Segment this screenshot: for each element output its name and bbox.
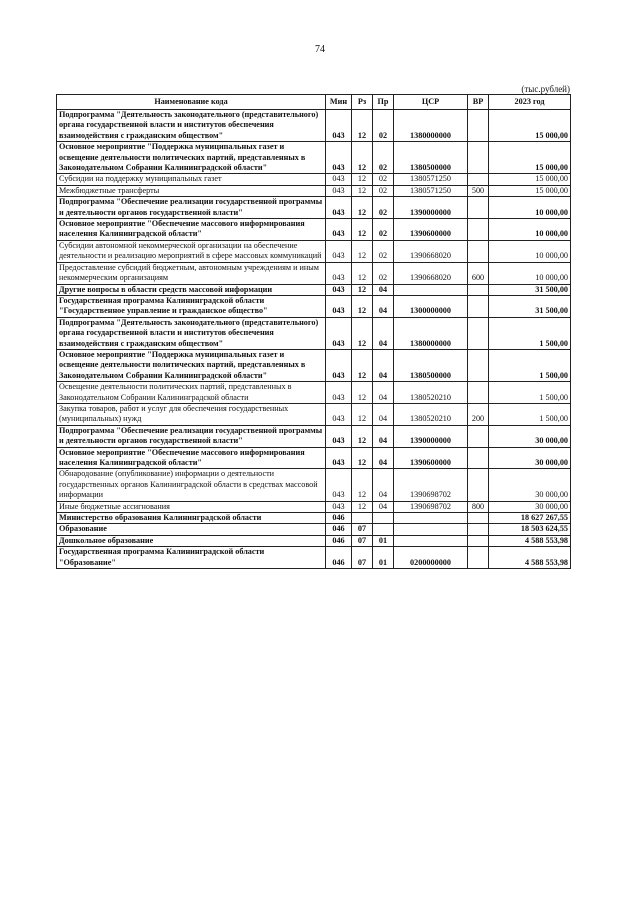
table-row [57, 469, 571, 501]
row-csr: 1380000000 [394, 317, 468, 349]
row-vr [468, 382, 489, 404]
row-vr [468, 547, 489, 569]
row-amount: 15 000,00 [489, 185, 571, 196]
row-pr [373, 524, 394, 535]
table-row [57, 547, 571, 569]
row-pr: 02 [373, 240, 394, 262]
page-number: 74 [315, 44, 325, 55]
row-csr: 1390000000 [394, 425, 468, 447]
row-min: 043 [326, 447, 352, 469]
row-name: Другие вопросы в области средств массовой информации [57, 284, 326, 295]
row-amount: 10 000,00 [489, 262, 571, 284]
table-row [57, 349, 571, 381]
row-csr: 1380000000 [394, 110, 468, 142]
table-row [57, 142, 571, 174]
row-min: 043 [326, 262, 352, 284]
row-pr: 04 [373, 425, 394, 447]
table-row [57, 382, 571, 404]
row-min: 046 [326, 535, 352, 546]
row-name: Государственная программа Калининградской области "Образование" [57, 547, 326, 569]
row-name: Подпрограмма "Обеспечение реализации государственной программы и деятельности органов государственной власти" [57, 425, 326, 447]
row-pr: 04 [373, 349, 394, 381]
row-rz: 07 [352, 547, 373, 569]
row-amount: 31 500,00 [489, 284, 571, 295]
row-pr: 04 [373, 284, 394, 295]
row-pr: 04 [373, 295, 394, 317]
table-row [57, 185, 571, 196]
row-name: Предоставление субсидий бюджетным, автономным учреждениям и иным некоммерческим организациям [57, 262, 326, 284]
row-amount: 30 000,00 [489, 469, 571, 501]
row-amount: 18 503 624,55 [489, 524, 571, 535]
row-vr [468, 295, 489, 317]
table-row [57, 501, 571, 512]
row-pr: 02 [373, 197, 394, 219]
row-rz: 12 [352, 262, 373, 284]
row-min: 043 [326, 284, 352, 295]
row-csr: 1380500000 [394, 349, 468, 381]
table-row [57, 317, 571, 349]
row-csr: 1380520210 [394, 403, 468, 425]
row-rz: 12 [352, 284, 373, 295]
row-pr: 04 [373, 469, 394, 501]
row-amount: 1 500,00 [489, 403, 571, 425]
table-row [57, 262, 571, 284]
table-body [57, 110, 571, 569]
row-min: 043 [326, 469, 352, 501]
row-vr [468, 110, 489, 142]
row-rz: 07 [352, 524, 373, 535]
row-amount: 10 000,00 [489, 197, 571, 219]
row-pr: 04 [373, 447, 394, 469]
row-name: Подпрограмма "Обеспечение реализации государственной программы и деятельности органов государственной власти" [57, 197, 326, 219]
row-pr: 02 [373, 174, 394, 185]
row-rz: 12 [352, 197, 373, 219]
row-name: Образование [57, 524, 326, 535]
row-csr: 1390698702 [394, 501, 468, 512]
row-pr: 01 [373, 535, 394, 546]
row-name: Дошкольное образование [57, 535, 326, 546]
row-pr: 04 [373, 501, 394, 512]
row-min: 043 [326, 240, 352, 262]
row-rz: 12 [352, 447, 373, 469]
row-name: Межбюджетные трансферты [57, 185, 326, 196]
row-name: Основное мероприятие "Поддержка муниципальных газет и освещение деятельности политических партий, представленных в Законодательном Собрании Калининградской области" [57, 142, 326, 174]
row-vr [468, 524, 489, 535]
row-rz: 12 [352, 219, 373, 241]
table-header-row [57, 95, 571, 110]
row-amount: 4 588 553,98 [489, 547, 571, 569]
row-amount: 15 000,00 [489, 174, 571, 185]
row-rz: 12 [352, 185, 373, 196]
table-row [57, 425, 571, 447]
row-name: Субсидии на поддержку муниципальных газет [57, 174, 326, 185]
row-amount: 15 000,00 [489, 110, 571, 142]
row-min: 043 [326, 110, 352, 142]
row-amount: 18 627 267,55 [489, 513, 571, 524]
row-vr: 200 [468, 403, 489, 425]
table-row [57, 535, 571, 546]
row-vr [468, 447, 489, 469]
row-amount: 10 000,00 [489, 240, 571, 262]
table-row [57, 110, 571, 142]
row-csr: 1390600000 [394, 447, 468, 469]
row-csr: 1380520210 [394, 382, 468, 404]
row-vr [468, 219, 489, 241]
row-csr [394, 284, 468, 295]
row-pr: 02 [373, 262, 394, 284]
row-rz [352, 513, 373, 524]
row-name: Иные бюджетные ассигнования [57, 501, 326, 512]
row-rz: 12 [352, 317, 373, 349]
header-vr: ВР [468, 95, 489, 110]
row-amount: 31 500,00 [489, 295, 571, 317]
row-amount: 1 500,00 [489, 382, 571, 404]
row-vr: 500 [468, 185, 489, 196]
row-amount: 15 000,00 [489, 142, 571, 174]
row-vr [468, 197, 489, 219]
row-pr: 01 [373, 547, 394, 569]
row-csr: 1390600000 [394, 219, 468, 241]
row-csr: 1380500000 [394, 142, 468, 174]
row-min: 043 [326, 219, 352, 241]
row-name: Закупка товаров, работ и услуг для обеспечения государственных (муниципальных) нужд [57, 403, 326, 425]
row-amount: 30 000,00 [489, 425, 571, 447]
row-amount: 10 000,00 [489, 219, 571, 241]
row-min: 043 [326, 174, 352, 185]
row-rz: 12 [352, 349, 373, 381]
row-name: Освещение деятельности политических партий, представленных в Законодательном Собрании Калининградской области [57, 382, 326, 404]
row-pr [373, 513, 394, 524]
table-row [57, 447, 571, 469]
row-min: 046 [326, 524, 352, 535]
row-min: 043 [326, 403, 352, 425]
table-row [57, 295, 571, 317]
row-amount: 1 500,00 [489, 349, 571, 381]
row-csr: 1390698702 [394, 469, 468, 501]
row-csr: 1390668020 [394, 262, 468, 284]
row-min: 043 [326, 501, 352, 512]
row-pr: 04 [373, 382, 394, 404]
row-name: Подпрограмма "Деятельность законодательного (представительного) органа государственной власти и институтов обеспечения взаимодействия с гражданским обществом" [57, 110, 326, 142]
row-pr: 04 [373, 403, 394, 425]
row-name: Министерство образования Калининградской области [57, 513, 326, 524]
row-amount: 1 500,00 [489, 317, 571, 349]
header-csr: ЦСР [394, 95, 468, 110]
row-csr: 0200000000 [394, 547, 468, 569]
row-csr: 1390668020 [394, 240, 468, 262]
row-min: 046 [326, 513, 352, 524]
table-row [57, 524, 571, 535]
table-row [57, 174, 571, 185]
row-min: 043 [326, 185, 352, 196]
row-min: 043 [326, 425, 352, 447]
row-vr [468, 349, 489, 381]
table-row [57, 513, 571, 524]
row-csr: 1390000000 [394, 197, 468, 219]
row-name: Основное мероприятие "Обеспечение массового информирования населения Калининградской области" [57, 219, 326, 241]
row-vr [468, 142, 489, 174]
row-min: 043 [326, 382, 352, 404]
row-rz: 12 [352, 110, 373, 142]
row-csr: 1380571250 [394, 174, 468, 185]
budget-table [56, 94, 571, 569]
row-rz: 12 [352, 295, 373, 317]
row-name: Основное мероприятие "Обеспечение массового информирования населения Калининградской области" [57, 447, 326, 469]
row-pr: 02 [373, 219, 394, 241]
table-row [57, 284, 571, 295]
row-min: 043 [326, 349, 352, 381]
row-amount: 30 000,00 [489, 447, 571, 469]
row-vr: 600 [468, 262, 489, 284]
header-min: Мин [326, 95, 352, 110]
row-min: 043 [326, 295, 352, 317]
table-row [57, 197, 571, 219]
row-min: 043 [326, 317, 352, 349]
row-rz: 07 [352, 535, 373, 546]
row-name: Обнародование (опубликование) информации о деятельности государственных органов Калининградской области в средствах массовой информации [57, 469, 326, 501]
header-pr: Пр [373, 95, 394, 110]
header-rz: Рз [352, 95, 373, 110]
row-csr [394, 524, 468, 535]
row-vr [468, 284, 489, 295]
row-pr: 04 [373, 317, 394, 349]
row-min: 046 [326, 547, 352, 569]
row-csr [394, 513, 468, 524]
row-name: Субсидии автономной некоммерческой организации на обеспечение деятельности и реализацию мероприятий в сфере массовых коммуникаций [57, 240, 326, 262]
row-rz: 12 [352, 240, 373, 262]
table-row [57, 240, 571, 262]
units-note: (тыс.рублей) [521, 84, 570, 94]
row-pr: 02 [373, 185, 394, 196]
row-rz: 12 [352, 142, 373, 174]
row-pr: 02 [373, 142, 394, 174]
row-rz: 12 [352, 425, 373, 447]
row-vr [468, 174, 489, 185]
header-year: 2023 год [489, 95, 571, 110]
row-amount: 4 588 553,98 [489, 535, 571, 546]
row-csr: 1300000000 [394, 295, 468, 317]
row-rz: 12 [352, 382, 373, 404]
row-min: 043 [326, 142, 352, 174]
row-name: Подпрограмма "Деятельность законодательного (представительного) органа государственной власти и институтов обеспечения взаимодействия с гражданским обществом" [57, 317, 326, 349]
row-min: 043 [326, 197, 352, 219]
table-row [57, 219, 571, 241]
row-pr: 02 [373, 110, 394, 142]
table-row [57, 403, 571, 425]
row-rz: 12 [352, 501, 373, 512]
row-csr [394, 535, 468, 546]
row-vr [468, 535, 489, 546]
row-rz: 12 [352, 403, 373, 425]
row-vr [468, 469, 489, 501]
row-vr [468, 240, 489, 262]
row-vr [468, 513, 489, 524]
row-csr: 1380571250 [394, 185, 468, 196]
row-amount: 30 000,00 [489, 501, 571, 512]
row-rz: 12 [352, 469, 373, 501]
row-vr [468, 425, 489, 447]
row-rz: 12 [352, 174, 373, 185]
row-vr: 800 [468, 501, 489, 512]
row-vr [468, 317, 489, 349]
row-name: Основное мероприятие "Поддержка муниципальных газет и освещение деятельности политических партий, представленных в Законодательном Собрании Калининградской области" [57, 349, 326, 381]
row-name: Государственная программа Калининградской области "Государственное управление и гражданское общество" [57, 295, 326, 317]
header-name: Наименование кода [57, 95, 326, 110]
